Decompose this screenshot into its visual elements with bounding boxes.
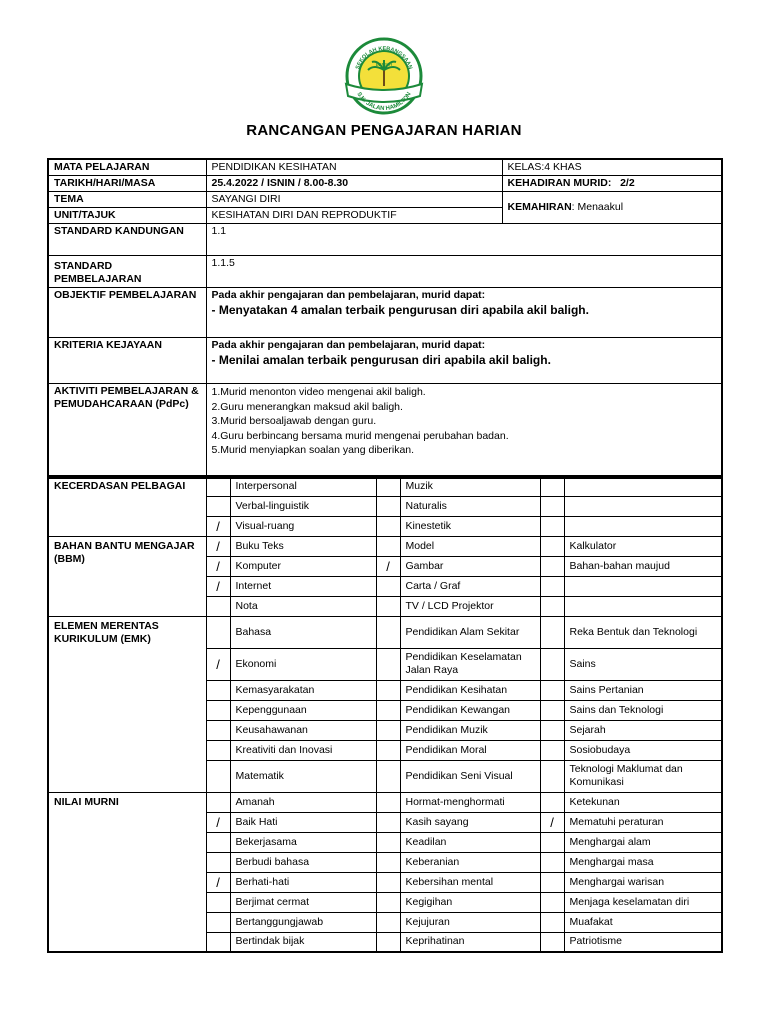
- tick-box: [540, 932, 564, 952]
- aktiviti-item: 5.Murid menyiapkan soalan yang diberikan.: [211, 444, 415, 456]
- elemen-merentas-kurikulum-item: Sejarah: [564, 720, 722, 740]
- bahan-bantu-mengajar-item: Kalkulator: [564, 536, 722, 556]
- tick-box: [206, 496, 230, 516]
- svg-text:BERSIH: BERSIH: [375, 62, 393, 67]
- svg-text:SEKOLAH KEBANGSAAN: SEKOLAH KEBANGSAAN: [354, 45, 414, 71]
- tick-box: [206, 720, 230, 740]
- elemen-merentas-kurikulum-item: Pendidikan Kesihatan: [400, 680, 540, 700]
- kehadiran-label: KEHADIRAN MURID:: [507, 177, 612, 189]
- nilai-murni-item: Ketekunan: [564, 792, 722, 812]
- elemen-merentas-kurikulum-item: Pendidikan Moral: [400, 740, 540, 760]
- objektif-intro: Pada akhir pengajaran dan pembelajaran, murid dapat:: [211, 289, 486, 301]
- elemen-merentas-kurikulum-item: Sains: [564, 648, 722, 680]
- aktiviti-item: 1.Murid menonton video mengenai akil baligh.: [211, 386, 426, 398]
- elemen-merentas-kurikulum-item: Sains dan Teknologi: [564, 700, 722, 720]
- bahan-bantu-mengajar-item: Komputer: [230, 556, 376, 576]
- bahan-bantu-mengajar-row: [48, 536, 722, 556]
- elemen-merentas-kurikulum-item: Reka Bentuk dan Teknologi: [564, 616, 722, 648]
- nilai-murni-item: Berjimat cermat: [230, 892, 376, 912]
- tema-label: TEMA: [48, 192, 206, 208]
- nilai-murni-item: Berhati-hati: [230, 872, 376, 892]
- elemen-merentas-kurikulum-item: Pendidikan Muzik: [400, 720, 540, 740]
- nilai-murni-row: [48, 792, 722, 812]
- tick-box: [376, 516, 400, 536]
- kelas-value: KELAS:4 KHAS: [502, 159, 722, 176]
- tema-value: SAYANGI DIRI: [206, 192, 502, 208]
- tick-box: [376, 596, 400, 616]
- tick-box: [540, 792, 564, 812]
- tick-box: [540, 576, 564, 596]
- nilai-murni-item: Amanah: [230, 792, 376, 812]
- standard-kandungan-value: 1.1: [206, 224, 722, 256]
- kemahiran-label: KEMAHIRAN: [507, 201, 572, 213]
- elemen-merentas-kurikulum-label: ELEMEN MERENTAS KURIKULUM (EMK): [48, 616, 206, 792]
- mata-pelajaran-label: MATA PELAJARAN: [48, 159, 206, 176]
- tick-box: [376, 812, 400, 832]
- bahan-bantu-mengajar-item: Model: [400, 536, 540, 556]
- tick-box: [540, 872, 564, 892]
- tick-box: [206, 852, 230, 872]
- kriteria-label: KRITERIA KEJAYAAN: [48, 338, 206, 384]
- tick-box: [206, 892, 230, 912]
- bahan-bantu-mengajar-label: BAHAN BANTU MENGAJAR (BBM): [48, 536, 206, 616]
- tick-box: [206, 616, 230, 648]
- nilai-murni-item: Menghargai alam: [564, 832, 722, 852]
- nilai-murni-label: NILAI MURNI: [48, 792, 206, 952]
- nilai-murni-item: Kebersihan mental: [400, 872, 540, 892]
- tick-box: [376, 648, 400, 680]
- bahan-bantu-mengajar-item: Internet: [230, 576, 376, 596]
- kecerdasan-pelbagai-item: Muzik: [400, 476, 540, 496]
- standard-pembelajaran-label: STANDARD PEMBELAJARAN: [48, 256, 206, 288]
- nilai-murni-item: Kasih sayang: [400, 812, 540, 832]
- tick-box: [206, 932, 230, 952]
- aktiviti-item: 3.Murid bersoaljawab dengan guru.: [211, 415, 377, 427]
- svg-text:S.K. JALAN HAMILTON: S.K. JALAN HAMILTON: [355, 91, 413, 113]
- elemen-merentas-kurikulum-item: Pendidikan Alam Sekitar: [400, 616, 540, 648]
- kecerdasan-pelbagai-item: Kinestetik: [400, 516, 540, 536]
- tick-box: /: [206, 812, 230, 832]
- tick-box: [376, 872, 400, 892]
- elemen-merentas-kurikulum-item: Pendidikan Kewangan: [400, 700, 540, 720]
- nilai-murni-item: Keadilan: [400, 832, 540, 852]
- tick-box: [540, 700, 564, 720]
- nilai-murni-item: Menghargai masa: [564, 852, 722, 872]
- tick-box: [540, 740, 564, 760]
- tick-box: [540, 760, 564, 792]
- elemen-merentas-kurikulum-item: Kreativiti dan Inovasi: [230, 740, 376, 760]
- tick-box: [206, 912, 230, 932]
- tick-box: [376, 700, 400, 720]
- tick-box: [206, 832, 230, 852]
- kriteria-intro: Pada akhir pengajaran dan pembelajaran, murid dapat:: [211, 339, 486, 351]
- tick-box: [376, 760, 400, 792]
- tick-box: [376, 912, 400, 932]
- tick-box: [540, 496, 564, 516]
- tick-box: [376, 536, 400, 556]
- nilai-murni-item: Muafakat: [564, 912, 722, 932]
- tick-box: [540, 832, 564, 852]
- tick-box: [376, 576, 400, 596]
- kecerdasan-pelbagai-item: [564, 516, 722, 536]
- tick-box: /: [206, 536, 230, 556]
- tick-box: [540, 516, 564, 536]
- kecerdasan-pelbagai-item: [564, 496, 722, 516]
- kecerdasan-pelbagai-item: Naturalis: [400, 496, 540, 516]
- objektif-label: OBJEKTIF PEMBELAJARAN: [48, 288, 206, 338]
- tick-box: [376, 852, 400, 872]
- standard-kandungan-label: STANDARD KANDUNGAN: [48, 224, 206, 256]
- kemahiran-cell: [502, 192, 722, 224]
- bahan-bantu-mengajar-item: Nota: [230, 596, 376, 616]
- tick-box: [206, 740, 230, 760]
- bahan-bantu-mengajar-item: TV / LCD Projektor: [400, 596, 540, 616]
- kecerdasan-pelbagai-item: Verbal-linguistik: [230, 496, 376, 516]
- tick-box: /: [376, 556, 400, 576]
- tick-box: [376, 616, 400, 648]
- rph-checklist-table: [47, 475, 723, 953]
- bahan-bantu-mengajar-item: [564, 576, 722, 596]
- tick-box: [540, 680, 564, 700]
- tick-box: [376, 932, 400, 952]
- tick-box: [376, 792, 400, 812]
- aktiviti-item: 4.Guru berbincang bersama murid mengenai perubahan badan.: [211, 429, 509, 442]
- tick-box: [206, 596, 230, 616]
- kehadiran-cell: [502, 176, 722, 192]
- nilai-murni-item: Mematuhi peraturan: [564, 812, 722, 832]
- nilai-murni-item: Menghargai warisan: [564, 872, 722, 892]
- tick-box: /: [540, 812, 564, 832]
- tick-box: [206, 760, 230, 792]
- aktiviti-label: AKTIVITI PEMBELAJARAN & PEMUDAHCARAAN (PdPc): [48, 384, 206, 478]
- nilai-murni-item: Bekerjasama: [230, 832, 376, 852]
- tick-box: [540, 556, 564, 576]
- tick-box: [206, 700, 230, 720]
- nilai-murni-item: Hormat-menghormati: [400, 792, 540, 812]
- elemen-merentas-kurikulum-item: Matematik: [230, 760, 376, 792]
- school-logo: [344, 36, 424, 116]
- nilai-murni-item: Bertanggungjawab: [230, 912, 376, 932]
- nilai-murni-item: Baik Hati: [230, 812, 376, 832]
- tick-box: /: [206, 872, 230, 892]
- tick-box: [540, 536, 564, 556]
- nilai-murni-item: Bertindak bijak: [230, 932, 376, 952]
- kecerdasan-pelbagai-item: [564, 476, 722, 496]
- elemen-merentas-kurikulum-item: Sains Pertanian: [564, 680, 722, 700]
- tick-box: [540, 596, 564, 616]
- elemen-merentas-kurikulum-item: Kepenggunaan: [230, 700, 376, 720]
- tick-box: /: [206, 556, 230, 576]
- elemen-merentas-kurikulum-item: Pendidikan Seni Visual: [400, 760, 540, 792]
- document-title: RANCANGAN PENGAJARAN HARIAN: [246, 122, 522, 139]
- bahan-bantu-mengajar-item: Carta / Graf: [400, 576, 540, 596]
- tick-box: [540, 892, 564, 912]
- kecerdasan-pelbagai-row: [48, 476, 722, 496]
- tick-box: [540, 852, 564, 872]
- kecerdasan-pelbagai-label: KECERDASAN PELBAGAI: [48, 476, 206, 536]
- elemen-merentas-kurikulum-row: [48, 616, 722, 648]
- bahan-bantu-mengajar-item: Bahan-bahan maujud: [564, 556, 722, 576]
- elemen-merentas-kurikulum-item: Kemasyarakatan: [230, 680, 376, 700]
- bahan-bantu-mengajar-item: Buku Teks: [230, 536, 376, 556]
- nilai-murni-item: Menjaga keselamatan diri: [564, 892, 722, 912]
- tick-box: /: [206, 648, 230, 680]
- tick-box: [206, 476, 230, 496]
- nilai-murni-item: Berbudi bahasa: [230, 852, 376, 872]
- tick-box: [376, 720, 400, 740]
- objektif-cell: [206, 288, 722, 338]
- objektif-text: - Menyatakan 4 amalan terbaik pengurusan diri apabila akil baligh.: [211, 303, 589, 317]
- tick-box: [206, 792, 230, 812]
- tick-box: [206, 680, 230, 700]
- bahan-bantu-mengajar-item: Gambar: [400, 556, 540, 576]
- tick-box: /: [206, 516, 230, 536]
- tick-box: [376, 832, 400, 852]
- kriteria-cell: [206, 338, 722, 384]
- tarikh-label: TARIKH/HARI/MASA: [48, 176, 206, 192]
- tick-box: [376, 476, 400, 496]
- unit-label: UNIT/TAJUK: [48, 208, 206, 224]
- tick-box: [540, 720, 564, 740]
- aktiviti-item: 2.Guru menerangkan maksud akil baligh.: [211, 400, 403, 413]
- nilai-murni-item: Patriotisme: [564, 932, 722, 952]
- nilai-murni-item: Kegigihan: [400, 892, 540, 912]
- aktiviti-list: [206, 384, 722, 478]
- elemen-merentas-kurikulum-item: Bahasa: [230, 616, 376, 648]
- elemen-merentas-kurikulum-item: Keusahawanan: [230, 720, 376, 740]
- standard-pembelajaran-value: 1.1.5: [206, 256, 722, 288]
- tick-box: [540, 616, 564, 648]
- unit-value: KESIHATAN DIRI DAN REPRODUKTIF: [206, 208, 502, 224]
- mata-pelajaran-value: PENDIDIKAN KESIHATAN: [206, 159, 502, 176]
- tick-box: [540, 476, 564, 496]
- kehadiran-value: 2/2: [620, 177, 635, 189]
- elemen-merentas-kurikulum-item: Pendidikan Keselamatan Jalan Raya: [400, 648, 540, 680]
- tick-box: /: [206, 576, 230, 596]
- tarikh-value: 25.4.2022 / ISNIN / 8.00-8.30: [206, 176, 502, 192]
- elemen-merentas-kurikulum-item: Teknologi Maklumat dan Komunikasi: [564, 760, 722, 792]
- tick-box: [376, 892, 400, 912]
- tick-box: [540, 648, 564, 680]
- rph-details-table: [47, 158, 723, 479]
- bahan-bantu-mengajar-item: [564, 596, 722, 616]
- elemen-merentas-kurikulum-item: Sosiobudaya: [564, 740, 722, 760]
- kriteria-text: - Menilai amalan terbaik pengurusan diri apabila akil baligh.: [211, 353, 551, 367]
- nilai-murni-item: Kejujuran: [400, 912, 540, 932]
- kecerdasan-pelbagai-item: Visual-ruang: [230, 516, 376, 536]
- nilai-murni-item: Keprihatinan: [400, 932, 540, 952]
- tick-box: [376, 740, 400, 760]
- tick-box: [376, 496, 400, 516]
- elemen-merentas-kurikulum-item: Ekonomi: [230, 648, 376, 680]
- kemahiran-value: : Menaakul: [571, 201, 624, 213]
- tick-box: [376, 680, 400, 700]
- nilai-murni-item: Keberanian: [400, 852, 540, 872]
- kecerdasan-pelbagai-item: Interpersonal: [230, 476, 376, 496]
- tick-box: [540, 912, 564, 932]
